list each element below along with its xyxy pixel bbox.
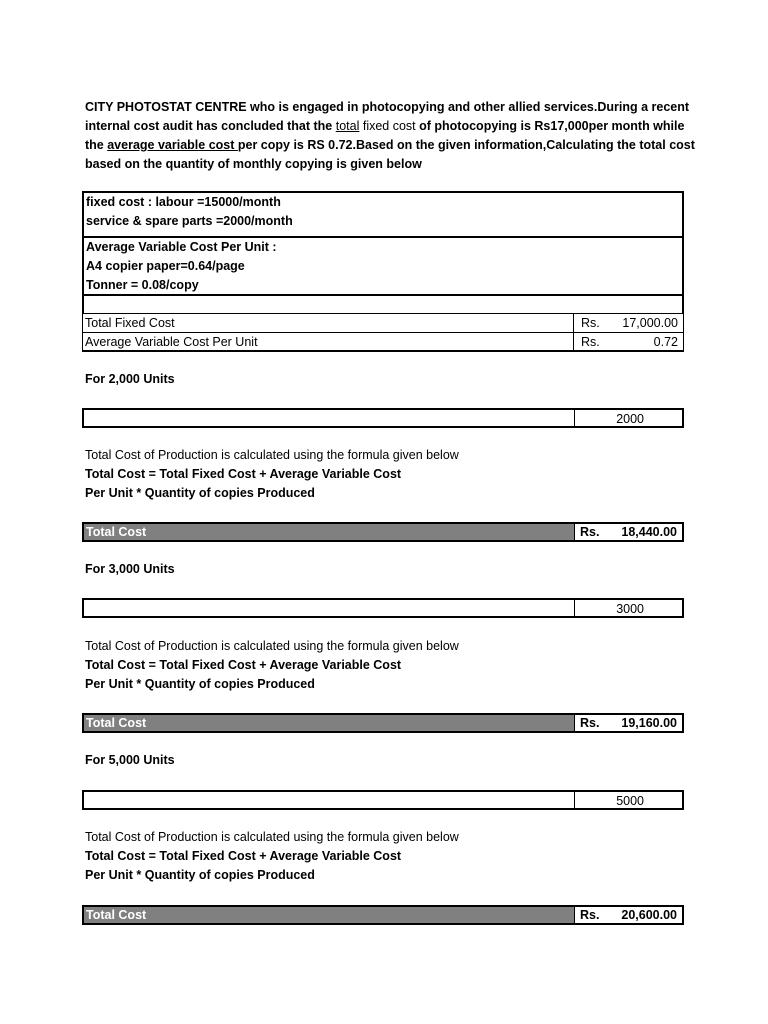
section-heading: For 2,000 Units [85, 372, 175, 386]
quantity-row [82, 598, 684, 618]
formula-line-1: Total Cost = Total Fixed Cost + Average Variable Cost [85, 658, 402, 672]
total-cost-label: Total Cost [86, 525, 147, 539]
variable-cost-box [82, 236, 684, 296]
summary-label: Total Fixed Cost [85, 316, 175, 330]
quantity-row [82, 790, 684, 810]
intro-paragraph [85, 98, 695, 174]
section-heading: For 3,000 Units [85, 562, 175, 576]
section-heading: For 5,000 Units [85, 753, 175, 767]
intro-text-part2: of photocopying is Rs17,000per month while the [85, 119, 685, 152]
average-variable-cost-link[interactable]: average variable cost [107, 138, 238, 152]
summary-value: 17,000.00 [622, 316, 678, 330]
total-cost-row [82, 522, 684, 542]
fixed-cost-service: service & spare parts =2000/month [86, 214, 293, 228]
quantity-row [82, 408, 684, 428]
total-cost-currency: Rs. [580, 716, 600, 730]
total-cost-value: 20,600.00 [621, 908, 677, 922]
total-cost-row [82, 713, 684, 733]
empty-row [82, 294, 684, 314]
quantity-value: 2000 [616, 412, 644, 426]
formula-line-2: Per Unit * Quantity of copies Produced [85, 677, 315, 691]
summary-currency: Rs. [581, 335, 600, 349]
total-cost-currency: Rs. [580, 908, 600, 922]
variable-cost-toner: Tonner = 0.08/copy [86, 278, 199, 292]
formula-line-1: Total Cost = Total Fixed Cost + Average Variable Cost [85, 467, 402, 481]
fixed-cost-labour: fixed cost : labour =15000/month [86, 195, 281, 209]
formula-intro: Total Cost of Production is calculated using the formula given below [85, 830, 459, 844]
formula-line-2: Per Unit * Quantity of copies Produced [85, 486, 315, 500]
total-link[interactable]: total [335, 119, 360, 133]
summary-value: 0.72 [653, 335, 678, 349]
formula-intro: Total Cost of Production is calculated using the formula given below [85, 639, 459, 653]
total-cost-currency: Rs. [580, 525, 600, 539]
variable-cost-paper: A4 copier paper=0.64/page [86, 259, 245, 273]
total-cost-label: Total Cost [86, 908, 147, 922]
summary-row-avg-variable-cost [82, 332, 684, 352]
total-cost-value: 19,160.00 [621, 716, 677, 730]
summary-row-fixed-cost [82, 313, 684, 333]
quantity-value: 5000 [616, 794, 644, 808]
formula-line-1: Total Cost = Total Fixed Cost + Average Variable Cost [85, 849, 402, 863]
fixed-cost-link[interactable]: fixed cost [359, 119, 416, 133]
total-cost-row [82, 905, 684, 925]
total-cost-value: 18,440.00 [621, 525, 677, 539]
summary-label: Average Variable Cost Per Unit [85, 335, 258, 349]
formula-line-2: Per Unit * Quantity of copies Produced [85, 868, 315, 882]
total-cost-label: Total Cost [86, 716, 147, 730]
fixed-cost-box [82, 191, 684, 238]
quantity-value: 3000 [616, 602, 644, 616]
formula-intro: Total Cost of Production is calculated using the formula given below [85, 448, 459, 462]
intro-text-part1: CITY PHOTOSTAT CENTRE who is engaged in photocopying and other allied services.During a recent internal cost audit has concluded that the [85, 100, 690, 133]
variable-cost-heading: Average Variable Cost Per Unit : [86, 240, 277, 254]
intro-text-part3: per copy is RS 0.72.Based on the given information,Calculating the total cost based on the quantity of monthly copying is given below [85, 138, 695, 171]
summary-currency: Rs. [581, 316, 600, 330]
